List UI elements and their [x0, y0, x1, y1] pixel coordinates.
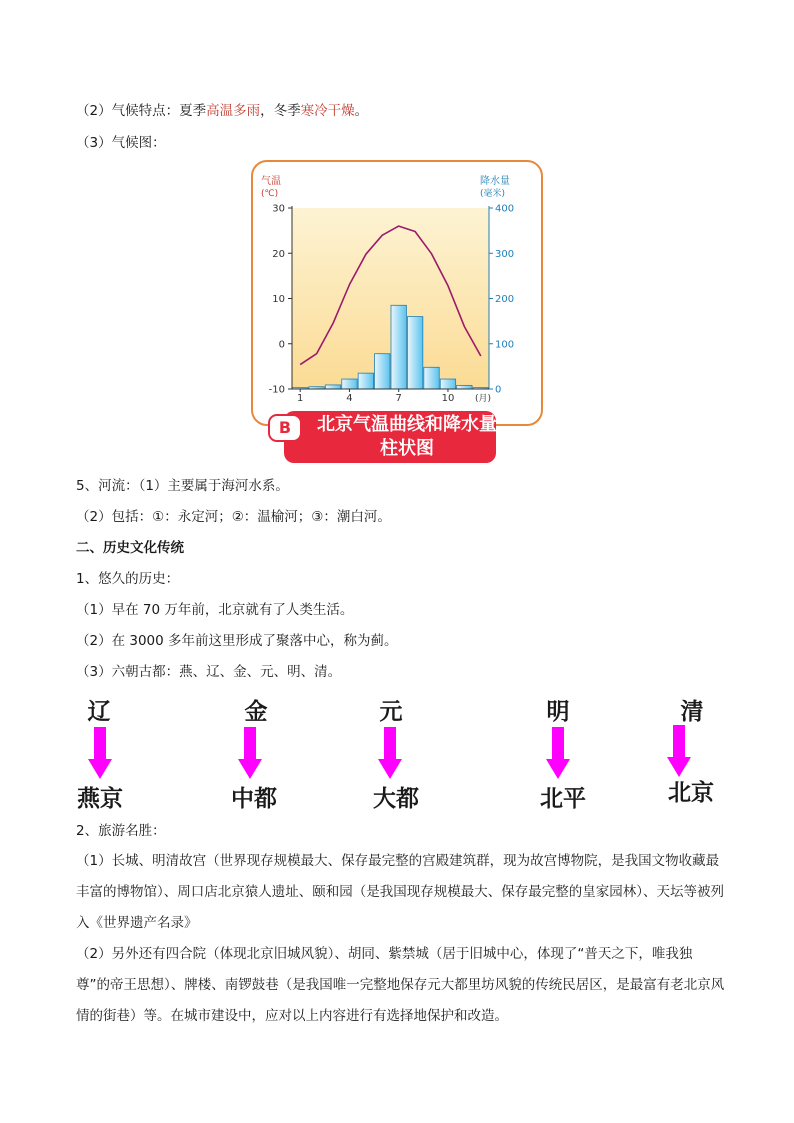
rivers-line-2: （2）包括：①：永定河；②：温榆河；③：潮白河。	[76, 509, 391, 525]
climate-features-line	[76, 101, 368, 121]
x-tick-label: 7	[395, 393, 402, 404]
climate-end: 。	[354, 103, 369, 119]
left-tick-label: 10	[272, 294, 285, 305]
dynasty-ming: 明	[546, 699, 570, 725]
history-p3: （3）六朝古都：燕、辽、金、元、明、清。	[76, 664, 342, 680]
climate-chart	[251, 160, 541, 424]
plot-area	[292, 208, 489, 389]
city-yanjing: 燕京	[77, 786, 123, 812]
dynasty-qing: 清	[680, 699, 704, 725]
arrow-down-icon	[378, 727, 402, 779]
arrow-down-icon	[546, 727, 570, 779]
right-tick-label: 200	[495, 294, 515, 305]
right-tick-label: 400	[495, 203, 515, 215]
city-beijing: 北京	[668, 780, 714, 806]
y-right-unit: (毫米)	[480, 189, 506, 199]
left-tick-label: -10	[268, 384, 285, 396]
history-p2: （2）在 3000 多年前这里形成了聚落中心，称为蓟。	[76, 633, 398, 649]
arrow-down-icon	[88, 727, 112, 779]
climate-label: （2）气候特点：夏季	[76, 103, 207, 119]
left-tick-label: 0	[278, 339, 285, 351]
right-tick-label: 300	[495, 248, 515, 260]
precip-bar	[424, 367, 439, 389]
y-left-title: 气温	[261, 176, 281, 187]
y-left-unit: (℃)	[261, 189, 279, 199]
left-tick-label: 30	[272, 203, 285, 215]
city-zhongdu: 中都	[231, 786, 277, 812]
right-tick-label: 100	[495, 339, 515, 351]
precip-bar	[391, 305, 406, 389]
tourism-p2: （2）另外还有四合院（体现北京旧城风貌）、胡同、紫禁城（居于旧城中心，体现了“普天之下，唯我独尊”的帝王思想）、牌楼、南锣鼓巷（是我国唯一完整地保存元大都里坊风貌的传统民居区，是最富有老北京风情的街巷）等。在城市建设中，应对以上内容进行有选择地保护和改造。	[76, 946, 725, 1024]
x-tick-label: 4	[346, 393, 353, 404]
precip-bar	[440, 379, 455, 389]
history-p1: （1）早在 70 万年前，北京就有了人类生活。	[76, 602, 354, 618]
city-beiping: 北平	[540, 786, 586, 812]
rivers-line-1: 5、河流：（1）主要属于海河水系。	[76, 478, 289, 494]
x-unit-label: (月)	[474, 394, 492, 404]
left-tick-label: 20	[272, 248, 285, 260]
tourism-p1: （1）长城、明清故宫（世界现存规模最大、保存最完整的宫殿建筑群，现为故宫博物院，是我国文物收藏最丰富的博物馆）、周口店北京猿人遗址、颐和园（是我国现存规模最大、保存最完整的皇家园林）、天坛等被列入《世界遗产名录》	[76, 853, 724, 931]
climate-sep: ，冬季	[260, 103, 301, 119]
y-right-title: 降水量	[480, 176, 510, 187]
precip-bar	[358, 373, 373, 389]
dynasty-liao: 辽	[87, 699, 111, 725]
arrow-down-icon	[667, 725, 691, 777]
precip-bar	[407, 317, 422, 389]
precip-bar	[342, 379, 357, 389]
climate-chart-label: （3）气候图：	[76, 135, 166, 151]
tourism-sub: 2、旅游名胜：	[76, 823, 166, 839]
climate-summer: 高温多雨	[206, 103, 261, 119]
right-tick-label: 0	[495, 384, 502, 396]
x-tick-label: 10	[441, 393, 455, 404]
precip-bar	[457, 385, 472, 389]
dynasty-yuan: 元	[379, 699, 403, 725]
history-heading: 二、历史文化传统	[76, 540, 184, 556]
precip-bar	[375, 354, 390, 389]
x-tick-label: 1	[297, 393, 304, 404]
climate-winter: 寒冷干燥	[300, 103, 355, 119]
chart-title: 北京气温曲线和降水量柱状图	[317, 414, 497, 459]
dynasty-jin: 金	[244, 699, 268, 725]
city-dadu: 大都	[373, 786, 419, 812]
precip-bar	[325, 385, 340, 389]
arrow-down-icon	[238, 727, 262, 779]
history-sub1: 1、悠久的历史：	[76, 571, 180, 587]
chart-badge: B	[268, 414, 302, 442]
